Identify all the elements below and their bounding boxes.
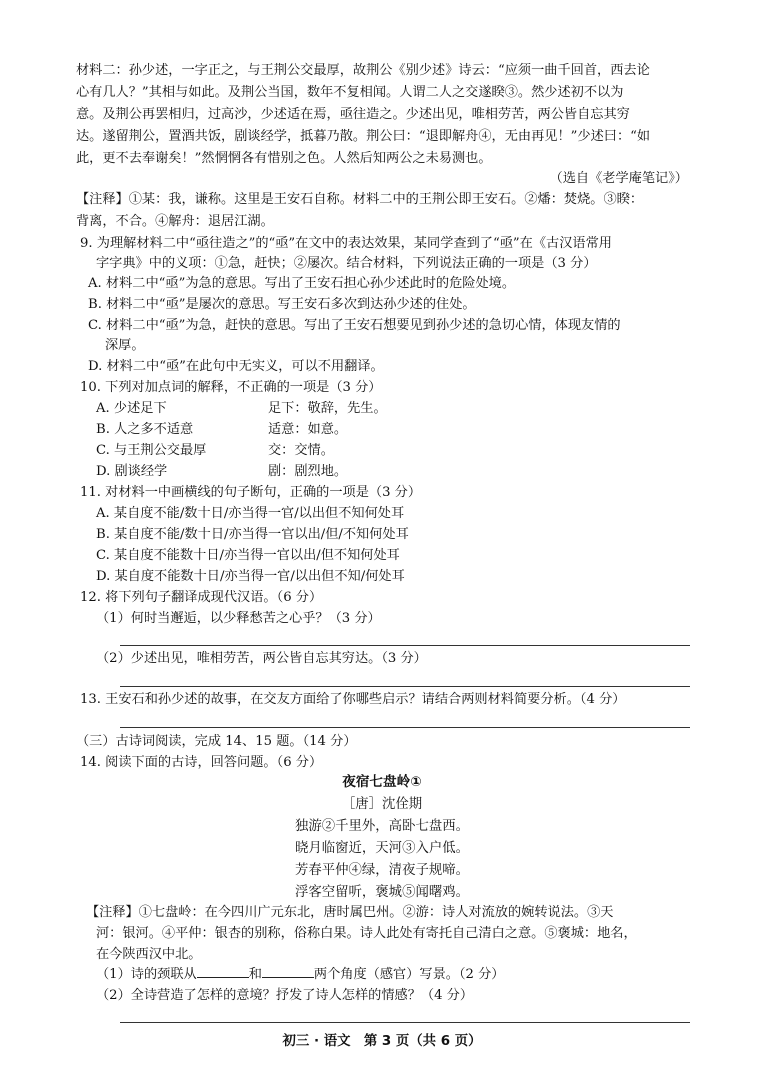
q12-sub-1: （1）何时当邂逅，以少释愁苦之心乎？（3 分） [96, 611, 381, 626]
q14-sub-2: （2）全诗营造了怎样的意境？抒发了诗人怎样的情感？（4 分） [96, 988, 474, 1003]
poem-note-line-3: 在今陕西汉中北。 [96, 947, 202, 962]
q9-option-a: A. 材料二中“亟”为急的意思。写出了王安石担心孙少述此时的危险处境。 [88, 276, 516, 291]
q11-option-b: B. 某自度不能/数十日/亦当得一官以出/但/不知何处耳 [96, 527, 409, 542]
material2-line-1: 材料二：孙少述，一字正之，与王荆公交最厚，故荆公《别少述》诗云：“应须一曲千回首，西去论 [76, 63, 650, 78]
q10-option-c: C. 与王荆公交最厚 [96, 443, 207, 458]
poem-note-line-1: 【注释】①七盘岭：在今四川广元东北，唐时属巴州。②游：诗人对流放的婉转说法。③天 [86, 905, 614, 920]
q9-option-c-cont: 深厚。 [105, 338, 145, 353]
poem-line-3: 芳春平仲④绿，清夜子规啼。 [294, 863, 470, 878]
poem-line-1: 独游②千里外，高卧七盘西。 [294, 819, 470, 834]
q11-option-d: D. 某自度不能数十日/亦当得一官/以出但不知/何处耳 [96, 569, 405, 584]
q14-blank-2[interactable] [262, 965, 314, 978]
q12-answer-line-1[interactable] [120, 645, 690, 646]
q14-stem: 14. 阅读下面的古诗，回答问题。（6 分） [80, 755, 323, 770]
q14-sub1-part-c: 两个角度（感官）写景。（2 分） [313, 967, 505, 982]
poem-title: 夜宿七盘岭① [342, 774, 422, 790]
q9-option-b: B. 材料二中“亟”是屡次的意思。写王安石多次到达孙少述的住处。 [88, 297, 476, 312]
q13-answer-line[interactable] [120, 727, 690, 728]
q9-stem-line-1: 9. 为理解材料二中“亟往造之”的“亟”在文中的表达效果，某同学查到了“亟”在《古汉语常用 [80, 236, 612, 251]
q10-option-b: B. 人之多不适意 [96, 422, 194, 437]
q10-option-c-explain: 交：交情。 [268, 443, 334, 458]
q14-sub-1 [96, 964, 505, 986]
q10-option-a: A. 少述足下 [96, 401, 167, 416]
q14-sub1-part-b: 和 [248, 967, 262, 982]
q13-stem: 13. 王安石和孙少述的故事，在交友方面给了你哪些启示？请结合两则材料简要分析。（4 分） [80, 692, 626, 707]
q10-option-d: D. 剧谈经学 [96, 464, 168, 479]
q14-sub1-part-a: （1）诗的颈联从 [96, 967, 197, 982]
poem-line-4: 浮客空留听，褒城⑤闻曙鸡。 [294, 885, 470, 900]
q12-stem: 12. 将下列句子翻译成现代汉语。（6 分） [80, 590, 323, 605]
q10-stem: 10. 下列对加点词的解释，不正确的一项是（3 分） [80, 380, 382, 395]
q11-option-c: C. 某自度不能数十日/亦当得一官以出/但不知何处耳 [96, 548, 400, 563]
poem-author: ［唐］沈佺期 [341, 797, 423, 812]
material2-source: （选自《老学庵笔记》） [549, 171, 688, 186]
q10-option-a-explain: 足下：敬辞，先生。 [268, 401, 387, 416]
page-footer: 初三 · 语文 第 3 页（共 6 页） [282, 1034, 482, 1049]
note-line-1: 【注释】①某：我，谦称。这里是王安石自称。材料二中的王荆公即王安石。②燔：焚烧。③睽： [76, 192, 644, 207]
q10-option-b-explain: 适意：如意。 [268, 422, 348, 437]
note-line-2: 背离，不合。④解舟：退居江湖。 [76, 214, 274, 229]
q11-stem: 11. 对材料一中画横线的句子断句，正确的一项是（3 分） [80, 485, 422, 500]
q12-sub-2: （2）少述出见，唯相劳苦，两公皆自忘其穷达。（3 分） [96, 651, 427, 666]
section3-title: （三）古诗词阅读，完成 14、15 题。（14 分） [76, 734, 357, 749]
material2-line-3: 意。及荆公再罢相归，过高沙，少述适在焉，亟往造之。少述出见，唯相劳苦，两公皆自忘其穷 [76, 107, 630, 122]
poem-note-line-2: 河：银河。④平仲：银杏的别称，俗称白果。诗人此处有寄托自己清白之意。⑤褒城：地名， [96, 926, 637, 941]
material2-line-2: 心有几人？”其相与如此。及荆公当国，数年不复相闻。人谓二人之交遂睽③。然少述初不以为 [76, 85, 624, 100]
poem-line-2: 晓月临窗近，天河③入户低。 [294, 841, 470, 856]
q9-option-c: C. 材料二中“亟”为急，赶快的意思。写出了王安石想要见到孙少述的急切心情，体现友情的 [88, 318, 621, 333]
material2-line-4: 达。遂留荆公，置酒共饭，剧谈经学，抵暮乃散。荆公曰：“退即解舟④，无由再见！”少述曰：“如 [76, 129, 651, 144]
q14-answer-line[interactable] [120, 1022, 690, 1023]
material2-line-5: 此，更不去奉谢矣！”然惘惘各有惜别之色。人然后知两公之未易测也。 [76, 151, 492, 166]
q9-stem-line-2: 字字典》中的义项：①急，赶快；②屡次。结合材料，下列说法正确的一项是（3 分） [96, 256, 597, 271]
q10-option-d-explain: 剧：剧烈地。 [268, 464, 348, 479]
q11-option-a: A. 某自度不能/数十日/亦当得一官/以出但不知何处耳 [96, 506, 405, 521]
q14-blank-1[interactable] [197, 965, 249, 978]
q9-option-d: D. 材料二中“亟”在此句中无实义，可以不用翻译。 [88, 359, 384, 374]
q12-answer-line-2[interactable] [120, 686, 690, 687]
